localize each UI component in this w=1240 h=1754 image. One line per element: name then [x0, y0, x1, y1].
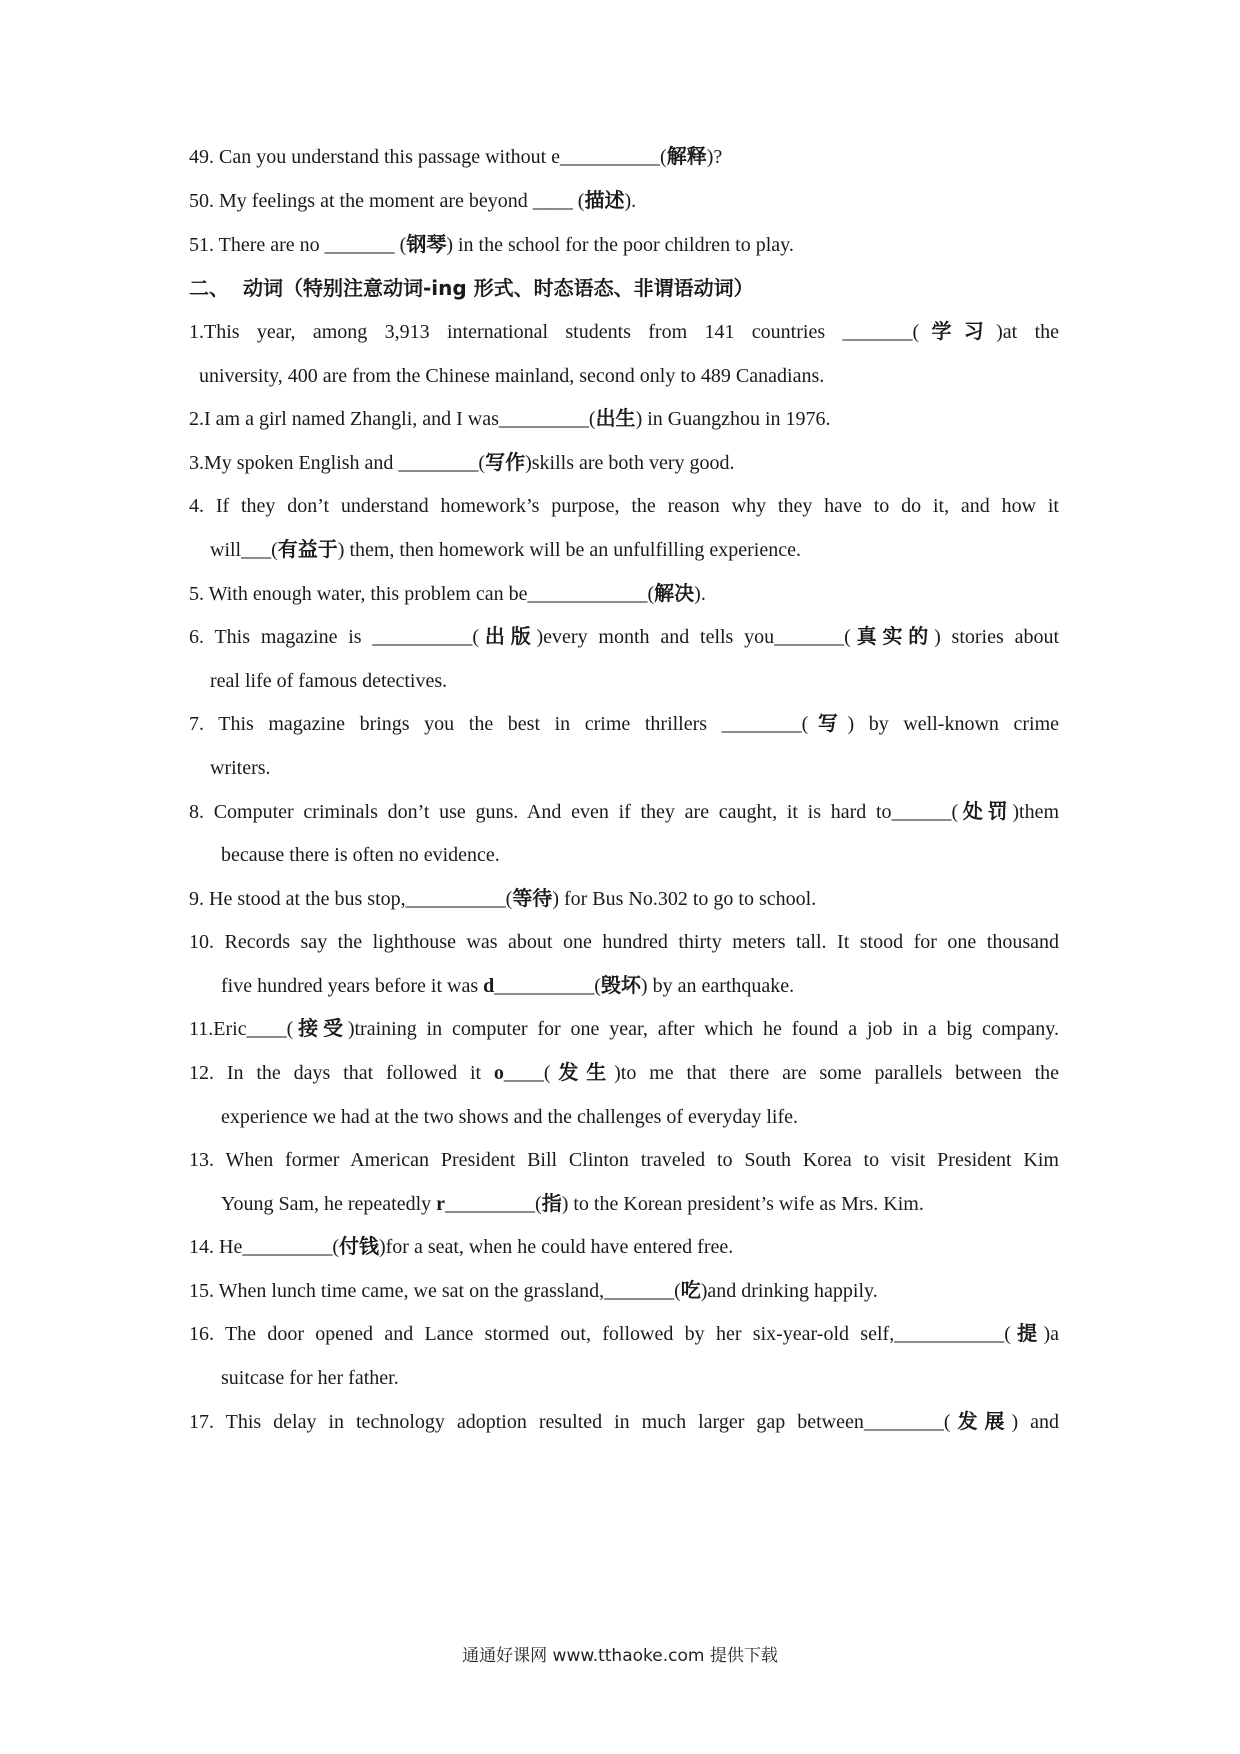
verb-question-6: 6. This magazine is __________(出版)every month and tells you_______(真实的) stories about: [189, 626, 1060, 648]
section-2-heading: 二、 动词（特别注意动词-ing 形式、时态语态、非谓语动词）: [189, 276, 754, 300]
verb-question-12: 12. In the days that followed it o____(发生)to me that there are some parallels between the: [189, 1062, 1059, 1084]
verb-question-7-cont: writers.: [210, 757, 271, 779]
question-50: 50. My feelings at the moment are beyond ____ (描述).: [189, 190, 637, 212]
verb-question-8: 8. Computer criminals don’t use guns. And even if they are caught, it is hard to______(处罚)them: [189, 801, 1060, 823]
verb-question-2: 2.I am a girl named Zhangli, and I was_________(出生) in Guangzhou in 1976.: [189, 408, 831, 430]
verb-question-7: 7. This magazine brings you the best in crime thrillers ________(写) by well-known crime: [189, 713, 1060, 735]
verb-question-13-cont: Young Sam, he repeatedly r_________(指) to the Korean president’s wife as Mrs. Kim.: [221, 1193, 924, 1215]
verb-question-13: 13. When former American President Bill Clinton traveled to South Korea to visit President Kim: [189, 1149, 1059, 1171]
verb-question-8-cont: because there is often no evidence.: [221, 844, 500, 866]
verb-question-11: 11.Eric____(接受)training in computer for one year, after which he found a job in a big company.: [189, 1018, 1059, 1040]
verb-question-1: 1.This year, among 3,913 international students from 141 countries _______(学习)at the: [189, 321, 1060, 343]
question-49: 49. Can you understand this passage without e__________(解释)?: [189, 146, 723, 168]
verb-question-4-cont: will___(有益于) them, then homework will be an unfulfilling experience.: [210, 539, 801, 561]
page-footer: 通通好课网 www.tthaoke.com 提供下载: [462, 1646, 778, 1666]
question-51: 51. There are no _______ (钢琴) in the school for the poor children to play.: [189, 234, 794, 256]
verb-question-17: 17. This delay in technology adoption resulted in much larger gap between________(发展) and: [189, 1411, 1059, 1433]
verb-question-16: 16. The door opened and Lance stormed out, followed by her six-year-old self,___________(提)a: [189, 1323, 1060, 1345]
verb-question-10-cont: five hundred years before it was d__________(毁坏) by an earthquake.: [221, 975, 795, 997]
verb-question-15: 15. When lunch time came, we sat on the grassland,_______(吃)and drinking happily.: [189, 1280, 878, 1302]
verb-question-9: 9. He stood at the bus stop,__________(等待) for Bus No.302 to go to school.: [189, 888, 817, 910]
verb-question-14: 14. He_________(付钱)for a seat, when he could have entered free.: [189, 1236, 734, 1258]
verb-question-4: 4. If they don’t understand homework’s purpose, the reason why they have to do it, and how it: [189, 495, 1059, 517]
verb-question-6-cont: real life of famous detectives.: [210, 670, 448, 692]
verb-question-16-cont: suitcase for her father.: [221, 1367, 399, 1389]
verb-question-5: 5. With enough water, this problem can be____________(解决).: [189, 583, 706, 605]
verb-question-10: 10. Records say the lighthouse was about one hundred thirty meters tall. It stood for one thousand: [189, 931, 1059, 953]
verb-question-3: 3.My spoken English and ________(写作)skills are both very good.: [189, 452, 735, 474]
verb-question-12-cont: experience we had at the two shows and the challenges of everyday life.: [221, 1106, 798, 1128]
verb-question-1-cont: university, 400 are from the Chinese mainland, second only to 489 Canadians.: [199, 365, 825, 387]
